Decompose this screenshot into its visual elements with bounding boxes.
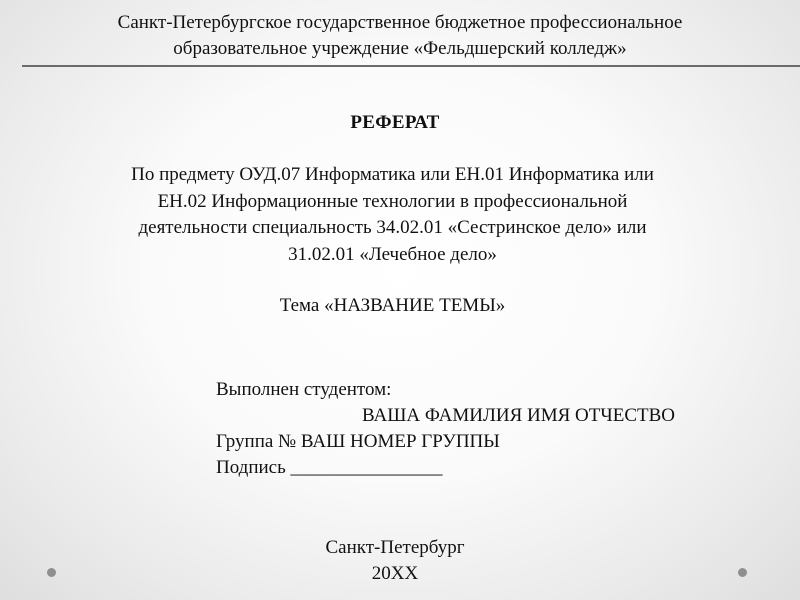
topic-line: Тема «НАЗВАНИЕ ТЕМЫ» <box>279 295 506 316</box>
bottom-left-bullet-icon <box>47 568 56 577</box>
student-info-block <box>216 377 675 481</box>
performed-by-label: Выполнен студентом: <box>216 379 392 400</box>
header-divider <box>22 65 800 67</box>
student-name: ВАША ФАМИЛИЯ ИМЯ ОТЧЕСТВО <box>362 405 676 426</box>
institution-header <box>0 10 800 62</box>
subject-line-4: 31.02.01 «Лечебное дело» <box>288 243 497 265</box>
subject-line-3: деятельности специальность 34.02.01 «Сестринское дело» или <box>138 217 647 238</box>
footer-city: Санкт-Петербург <box>325 537 465 558</box>
footer-year: 20ХХ <box>371 563 419 584</box>
subject-line-1: По предмету ОУД.07 Информатика или ЕН.01 Информатика или <box>131 164 654 185</box>
institution-name-line-2: образовательное учреждение «Фельдшерский колледж» <box>173 38 627 59</box>
subject-block <box>70 162 715 268</box>
bottom-right-bullet-icon <box>738 568 747 577</box>
subject-line-2: ЕН.02 Информационные технологии в профессиональной <box>157 190 628 212</box>
signature-line: Подпись ________________ <box>216 457 443 478</box>
group-number: Группа № ВАШ НОМЕР ГРУППЫ <box>216 431 500 452</box>
footer-block <box>0 535 790 587</box>
document-title: РЕФЕРАТ <box>350 112 440 133</box>
institution-name-line-1: Санкт-Петербургское государственное бюджетное профессиональное <box>117 12 683 33</box>
